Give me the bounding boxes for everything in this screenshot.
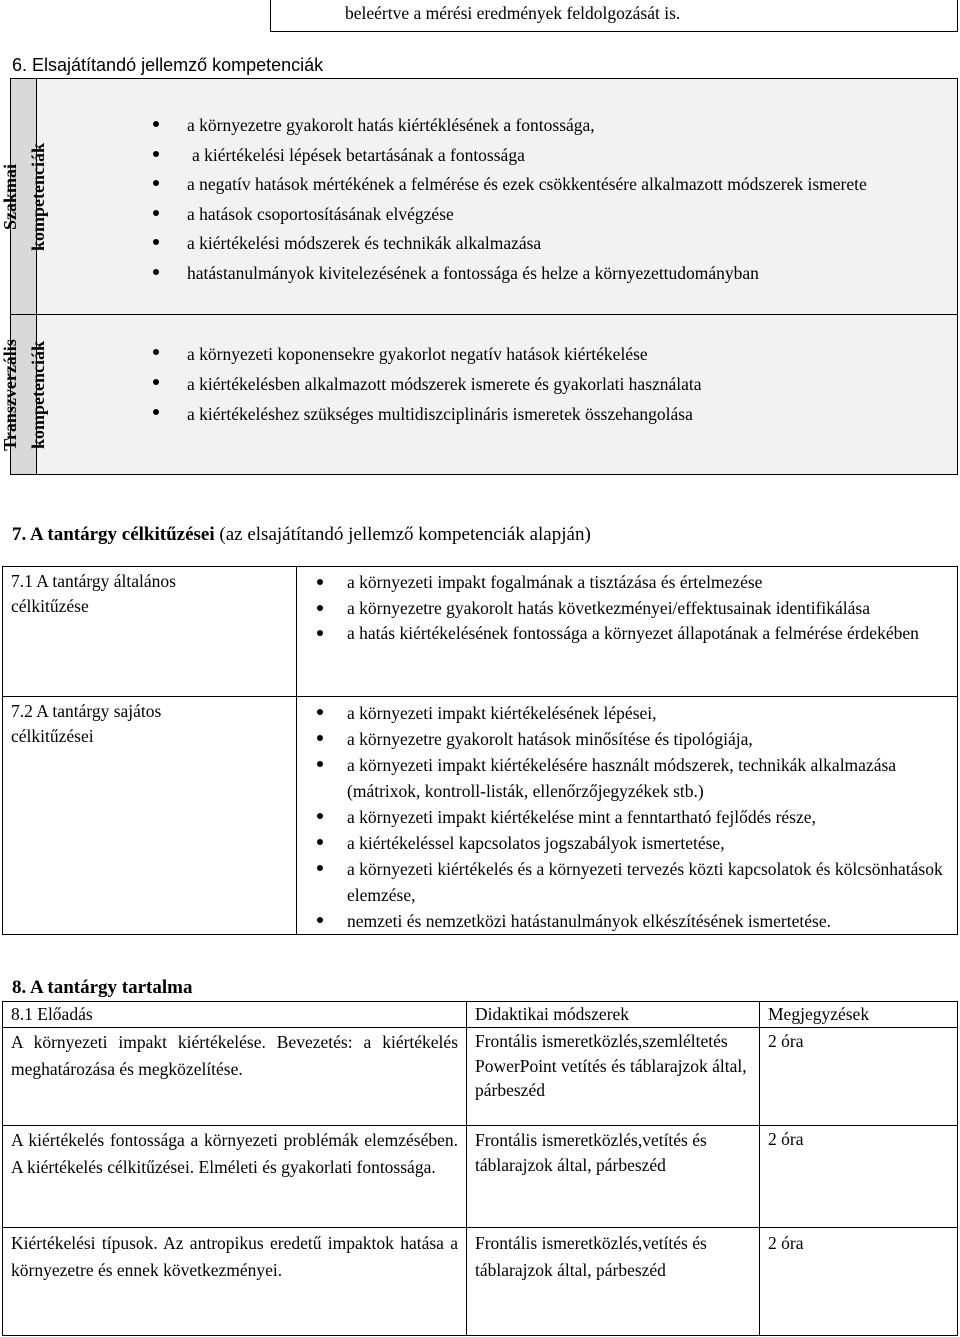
bullet-icon <box>317 630 323 636</box>
bullet-icon <box>317 813 323 819</box>
bullet-icon <box>317 605 323 611</box>
list-item: a kiértékelési módszerek és technikák alkalmazása <box>187 229 957 259</box>
section6-heading: 6. Elsajátítandó jellemző kompetenciák <box>12 55 324 75</box>
competencies-table <box>0 78 958 475</box>
table-header-row <box>3 1002 958 1028</box>
header-methods: Didaktikai módszerek <box>467 1002 760 1028</box>
professional-competencies-list <box>187 111 957 288</box>
bullet-icon <box>317 579 323 585</box>
label-line: Szakmai <box>0 163 20 230</box>
specific-objectives-content <box>297 697 958 935</box>
bullet-icon <box>153 239 159 245</box>
bullet-icon <box>153 151 159 157</box>
topic-cell: A környezeti impakt kiértékelése. Bevezetés: a kiértékelés meghatározása és megközelítése. <box>3 1028 467 1126</box>
list-item: a környezeti kiértékelés és a környezeti tervezés közti kapcsolatok és kölcsönhatások elemzése, <box>347 856 957 908</box>
transversal-competencies-row <box>11 315 958 475</box>
section8-heading: 8. A tantárgy tartalma <box>12 977 193 998</box>
table-row <box>3 1028 958 1126</box>
section7-heading <box>12 524 591 546</box>
label-line: kompetenciák <box>27 340 48 449</box>
list-item: a környezetre gyakorolt hatás kiértéklésének a fontossága, <box>187 111 957 141</box>
bullet-icon <box>153 180 159 186</box>
professional-competencies-content <box>37 79 958 315</box>
transversal-competencies-content <box>37 315 958 475</box>
objectives-table <box>2 566 958 935</box>
professional-competencies-row <box>11 79 958 315</box>
transversal-competencies-list <box>187 339 957 429</box>
list-item: a környezeti impakt kiértékelése mint a fenntartható fejlődés része, <box>347 804 957 830</box>
method-cell: Frontális ismeretközlés,vetítés és táblarajzok által, párbeszéd <box>467 1126 760 1228</box>
method-cell: Frontális ismeretközlés,vetítés és táblarajzok által, párbeszéd <box>467 1228 760 1336</box>
topic-cell: A kiértékelés fontossága a környezeti problémák elemzésében. A kiértékelés célkitűzései. Elméleti és gyakorlati fontossága. <box>3 1126 467 1228</box>
bullet-icon <box>317 709 323 715</box>
list-item: a negatív hatások mértékének a felmérése és ezek csökkentésére alkalmazott módszerek ismerete <box>187 170 957 200</box>
bullet-icon <box>153 409 159 415</box>
list-item: a kiértékelésben alkalmazott módszerek ismerete és gyakorlati használata <box>187 369 957 399</box>
list-item: a kiértékeléshez szükséges multidiszciplináris ismeretek összehangolása <box>187 399 957 429</box>
list-item: a környezeti impakt kiértékelésének lépései, <box>347 700 957 726</box>
bullet-icon <box>317 761 323 767</box>
note-cell: 2 óra <box>760 1028 958 1126</box>
bullet-icon <box>153 210 159 216</box>
general-objective-content <box>297 567 958 697</box>
bullet-icon <box>317 735 323 741</box>
course-content-table <box>2 1001 958 1336</box>
list-item: a kiértékeléssel kapcsolatos jogszabályok ismertetése, <box>347 830 957 856</box>
list-item: a hatás kiértékelésének fontossága a környezet állapotának a felmérése érdekében <box>347 621 957 647</box>
table-row <box>3 1228 958 1336</box>
section7-heading-bold: 7. A tantárgy célkitűzései <box>12 524 215 545</box>
table-row <box>3 1126 958 1228</box>
specific-objectives-row <box>3 697 958 935</box>
method-cell: Frontális ismeretközlés,szemléltetés PowerPoint vetítés és táblarajzok által, párbeszéd <box>467 1028 760 1126</box>
list-item: a környezeti impakt fogalmának a tisztázása és értelmezése <box>347 570 957 596</box>
header-notes: Megjegyzések <box>760 1002 958 1028</box>
list-item: a környezetre gyakorolt hatások minősítése és tipológiája, <box>347 726 957 752</box>
previous-table-remnant <box>270 0 958 32</box>
bullet-icon <box>153 121 159 127</box>
specific-objectives-list <box>347 700 957 934</box>
list-item: a környezetre gyakorolt hatás következményei/effektusainak identifikálása <box>347 596 957 622</box>
bullet-icon <box>317 865 323 871</box>
note-cell: 2 óra <box>760 1228 958 1336</box>
remnant-text: beleértve a mérési eredmények feldolgozását is. <box>345 3 681 23</box>
section7-heading-rest: (az elsajátítandó jellemző kompetenciák alapján) <box>214 524 591 545</box>
note-cell: 2 óra <box>760 1126 958 1228</box>
general-objective-list <box>347 570 957 647</box>
list-item: a hatások csoportosításának elvégzése <box>187 200 957 230</box>
list-item: a kiértékelési lépések betartásának a fontossága <box>187 141 957 171</box>
header-lecture: 8.1 Előadás <box>3 1002 467 1028</box>
professional-competencies-label <box>0 79 48 315</box>
list-item: nemzeti és nemzetközi hatástanulmányok elkészítésének ismertetése. <box>347 908 957 934</box>
bullet-icon <box>153 269 159 275</box>
list-item: a környezeti impakt kiértékelésére használt módszerek, technikák alkalmazása (mátrixok, kontroll-listák, ellenőrzőjegyzékek stb.) <box>347 752 957 804</box>
bullet-icon <box>317 917 323 923</box>
bullet-icon <box>153 379 159 385</box>
general-objective-label: 7.1 A tantárgy általános célkitűzése <box>3 567 297 697</box>
general-objective-row <box>3 567 958 697</box>
bullet-icon <box>153 349 159 355</box>
list-item: hatástanulmányok kivitelezésének a fontossága és helze a környezettudományban <box>187 259 957 289</box>
bullet-icon <box>317 839 323 845</box>
list-item: a környezeti koponensekre gyakorlot negatív hatások kiértékelése <box>187 339 957 369</box>
label-line: Transzverzális <box>0 338 20 451</box>
specific-objectives-label: 7.2 A tantárgy sajátos célkitűzései <box>3 697 297 935</box>
label-line: kompetenciák <box>27 142 48 251</box>
topic-cell: Kiértékelési típusok. Az antropikus eredetű impaktok hatása a környezetre és ennek következményei. <box>3 1228 467 1336</box>
transversal-competencies-label <box>0 315 48 475</box>
